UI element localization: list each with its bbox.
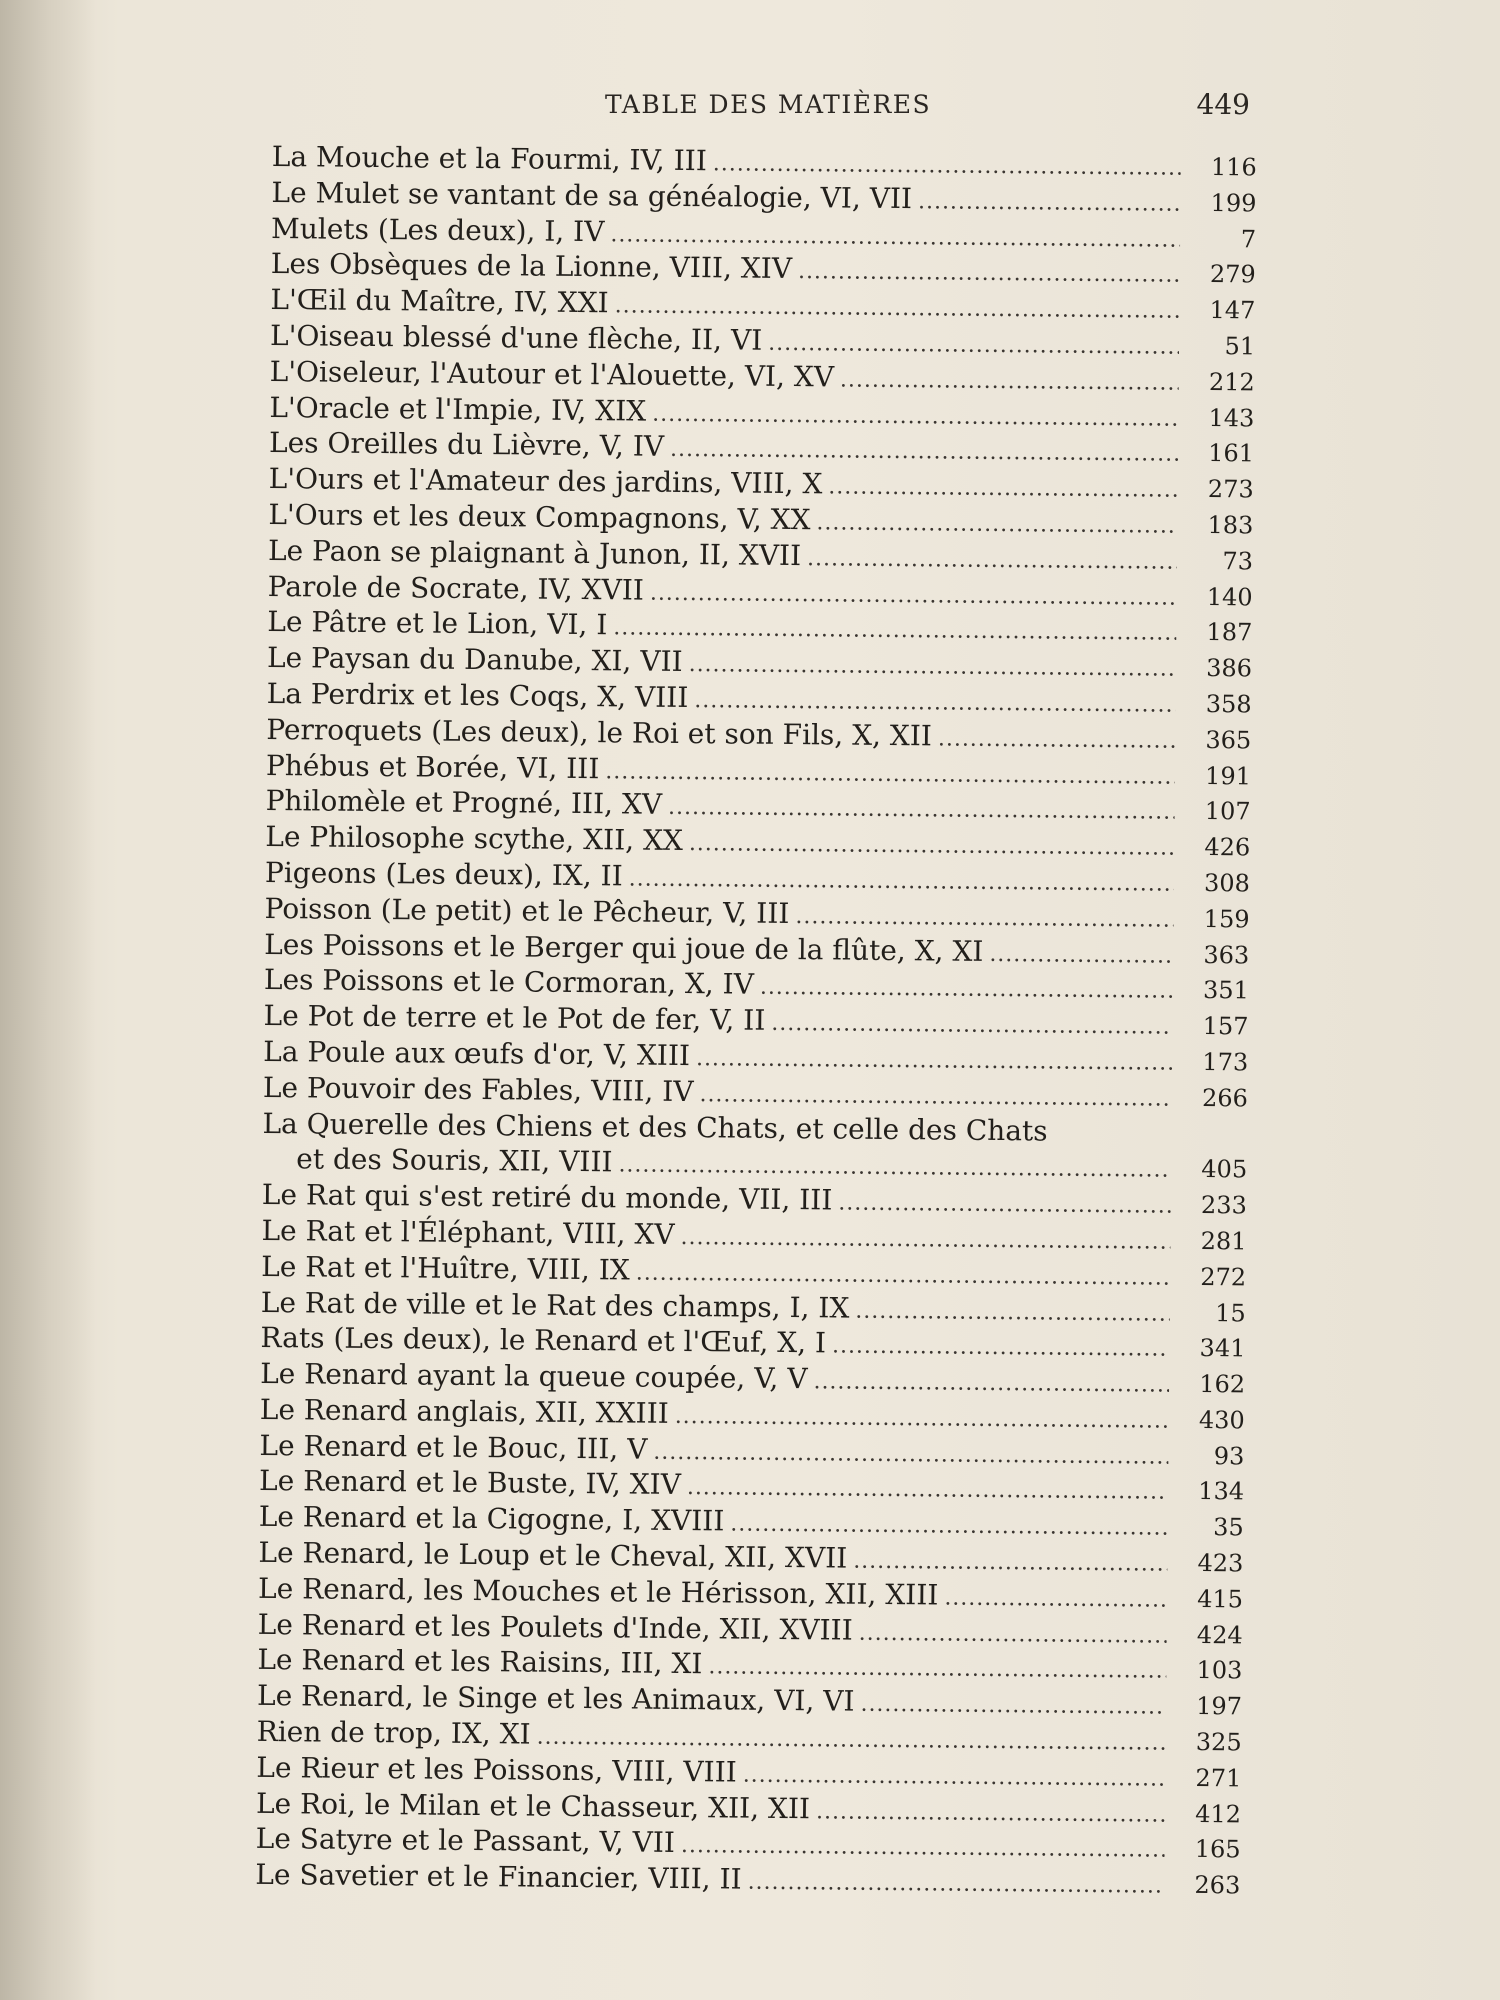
page-gutter-shadow [0,0,95,2000]
toc-entry-page: 162 [1199,1370,1246,1399]
toc-entry-title: Phébus et Borée, VI, III [265,748,600,785]
dot-leader [855,1298,1170,1326]
toc-entry-title: Le Rat et l'Éléphant, VIII, XV [261,1213,675,1251]
toc-entry-title: Mulets (Les deux), I, IV [270,211,605,248]
dot-leader [838,1191,1171,1219]
toc-entry-title: Le Rieur et les Poissons, VIII, VIII [256,1750,737,1789]
toc-entry-page: 161 [1208,439,1255,468]
toc-entry-title: Les Obsèques de la Lionne, VIII, XIV [270,247,793,286]
dot-leader [730,1512,1168,1541]
toc-entry-title: Les Oreilles du Lièvre, V, IV [268,426,665,464]
toc-entry-title: La Querelle des Chiens et des Chats, et celle des Chats [262,1106,1048,1148]
dot-leader [859,1620,1167,1648]
toc-entry-title: Le Satyre et le Passant, V, VII [255,1822,676,1860]
toc-entry-page: 157 [1202,1012,1249,1041]
toc-entry-page: 273 [1207,475,1254,504]
toc-entry-title: Le Renard anglais, XII, XXIII [259,1392,669,1430]
toc-entry-title: Pigeons (Les deux), IX, II [264,855,623,893]
toc-entry-page: 159 [1203,904,1250,934]
toc-entry-page: 51 [1224,332,1256,361]
dot-leader [771,1011,1172,1040]
dot-leader [860,1692,1166,1720]
dot-leader [760,975,1173,1004]
toc-entry-page: 412 [1195,1799,1242,1829]
toc-entry-title: Le Renard et le Buste, IV, XIV [258,1464,682,1502]
toc-entry-title: Les Poissons et le Berger qui joue de la flûte, X, XI [264,927,984,968]
toc-entry-page: 426 [1204,833,1251,862]
toc-entry-page: 279 [1209,260,1256,289]
toc-entry-title: Le Renard et la Cigogne, I, XVIII [258,1500,725,1538]
toc-entry-page: 308 [1203,868,1251,898]
dot-leader [653,1439,1168,1469]
toc-entry-page: 147 [1209,296,1256,325]
dot-leader [680,1225,1170,1255]
dot-leader [832,1334,1170,1362]
dot-leader [681,1833,1165,1863]
dot-leader [537,1725,1166,1756]
toc-entry-page: 191 [1204,761,1252,790]
dot-leader [605,759,1175,789]
toc-entry-title: Philomèle et Progné, III, XV [265,784,663,822]
dot-leader [618,1153,1171,1183]
toc-entry-page: 212 [1208,367,1255,397]
toc-entry-title: Le Paysan du Danube, XI, VII [266,641,683,679]
dot-leader [694,688,1175,718]
toc-entry-page: 187 [1206,618,1253,647]
dot-leader [689,831,1175,861]
toc-entry-page: 281 [1200,1226,1247,1256]
dot-leader [636,1260,1171,1290]
toc-entry-title: L'Oiseau blessé d'une flèche, II, VI [269,318,763,357]
dot-leader [816,510,1177,538]
toc-entry-title: Le Roi, le Milan et le Chasseur, XII, XII [255,1786,811,1825]
toc-entry-page: 266 [1201,1083,1248,1113]
dot-leader [652,401,1178,431]
toc-entry-page: 103 [1196,1656,1243,1685]
dot-leader [795,904,1173,933]
dot-leader [748,1870,1165,1899]
toc-entry-page: 197 [1196,1692,1243,1721]
toc-entry-title: Le Rat et l'Huître, VIII, IX [261,1249,630,1287]
toc-entry-title: Rats (Les deux), le Renard et l'Œuf, X, I [260,1321,827,1360]
page-number: 449 [1196,88,1250,121]
toc-entry-title: Le Renard ayant la queue coupée, V, V [260,1357,808,1396]
toc-entry-title: et des Souris, XII, VIII [296,1142,613,1179]
toc-entry-page: 35 [1213,1513,1244,1542]
toc-entry-title: L'Oiseleur, l'Autour et l'Alouette, VI, XV [269,354,835,394]
toc-entry-title: Le Paon se plaignant à Junon, II, XVII [267,533,802,572]
toc-entry-page: 351 [1202,976,1250,1005]
dot-leader [807,546,1177,575]
dot-leader [675,1404,1169,1434]
toc-entry-page: 143 [1208,403,1255,433]
toc-entry-page: 173 [1202,1047,1249,1077]
toc-entry-title: L'Œil du Maître, IV, XXI [270,283,609,320]
toc-entry-title: Poisson (Le petit) et le Pêcheur, V, III [264,891,790,930]
toc-entry-title: Le Pâtre et le Lion, VI, I [267,605,608,642]
toc-entry-title: Parole de Socrate, IV, XVII [267,569,645,607]
dot-leader [708,1655,1166,1684]
toc-entry-title: Le Savetier et le Financier, VIII, II [255,1858,742,1896]
dot-leader [1054,1140,1172,1141]
dot-leader [696,1046,1172,1076]
dot-leader [629,866,1174,896]
toc-entry-page: 405 [1201,1155,1248,1184]
toc-entry-page: 134 [1198,1477,1245,1506]
toc-entry-page: 73 [1222,546,1254,576]
toc-entry-page: 116 [1210,153,1257,182]
dot-leader [840,367,1179,395]
toc-entry-page: 7 [1240,224,1257,254]
dot-leader [610,222,1180,252]
toc-entry-title: La Mouche et la Fourmi, IV, III [271,140,708,178]
dot-leader [668,795,1175,825]
toc-entry-page: 341 [1199,1334,1246,1363]
dot-leader [687,1476,1168,1506]
toc-entry-title: L'Oracle et l'Impie, IV, XIX [269,390,647,428]
toc-entry-page: 272 [1200,1262,1247,1292]
toc-entry-title: Le Mulet se vantant de sa généalogie, VI, VII [271,175,913,215]
dot-leader [816,1799,1165,1827]
dot-leader [689,652,1177,682]
toc-entry-page: 271 [1195,1763,1242,1793]
toc-entry-page: 423 [1197,1549,1244,1578]
toc-entry-page: 140 [1206,582,1253,611]
dot-leader [798,259,1180,288]
dot-leader [615,293,1180,323]
toc-entry-title: L'Ours et l'Amateur des jardins, VIII, X [268,462,823,501]
dot-leader [938,726,1176,753]
dot-leader [650,580,1177,610]
toc-entry-title: Le Renard, le Singe et les Animaux, VI, VI [256,1679,855,1718]
toc-entry-page: 424 [1196,1620,1243,1650]
dot-leader [944,1585,1167,1612]
toc-entry-page: 263 [1194,1871,1241,1900]
toc-entry-title: Le Renard, le Loup et le Cheval, XII, XVII [258,1536,848,1575]
toc-entry-page: 107 [1204,797,1251,826]
dot-leader [813,1369,1169,1397]
toc-entry-page: 15 [1215,1298,1246,1327]
toc-entry-page: 325 [1195,1728,1242,1757]
dot-leader [828,475,1178,503]
toc-entry-page: 365 [1205,725,1252,755]
toc-entry-title: Le Renard et le Bouc, III, V [259,1428,648,1466]
dot-leader [613,616,1176,646]
toc-entry-title: Le Rat de ville et le Rat des champs, I, IX [260,1285,850,1325]
dot-leader [713,151,1181,180]
toc-entry-page: 183 [1207,510,1254,540]
dot-leader [699,1082,1172,1112]
toc-entry-page: 363 [1203,940,1250,969]
toc-entry-title: La Perdrix et les Coqs, X, VIII [266,676,689,714]
toc-entry-page: 233 [1200,1191,1247,1220]
toc-entry-title: Le Renard et les Raisins, III, XI [257,1643,703,1681]
toc-entry-title: Le Philosophe scythe, XII, XX [265,820,684,858]
dot-leader [989,941,1173,968]
toc-entry-page: 165 [1194,1835,1241,1864]
toc-entry-title: Les Poissons et le Cormoran, X, IV [263,963,755,1001]
toc-entry-page: 430 [1198,1405,1245,1435]
toc-entry-page: 199 [1210,188,1257,218]
dot-leader [768,331,1179,360]
running-title: TABLE DES MATIÈRES [605,90,932,119]
toc-entry-title: L'Ours et les deux Compagnons, V, XX [268,497,811,537]
toc-entry-title: Le Renard, les Mouches et le Hérisson, XII, XIII [257,1571,939,1612]
toc-entry-title: Rien de trop, IX, XI [256,1714,531,1751]
table-of-contents [255,140,1257,1903]
page-header [270,90,1250,130]
toc-entry-page: 358 [1205,689,1252,719]
toc-entry-page: 93 [1213,1441,1245,1471]
toc-entry-title: Le Renard et les Poulets d'Inde, XII, XVIII [257,1607,853,1647]
toc-entry-title: Le Pouvoir des Fables, VIII, IV [262,1070,694,1108]
dot-leader [918,189,1181,217]
toc-entry-title: Le Rat qui s'est retiré du monde, VII, III [261,1178,833,1217]
toc-entry-page [1177,1141,1247,1142]
toc-entry-page: 386 [1206,654,1253,683]
dot-leader [853,1549,1167,1577]
toc-entry-page: 415 [1197,1584,1244,1614]
dot-leader [670,437,1178,467]
toc-entry-title: Perroquets (Les deux), le Roi et son Fils, X, XII [266,712,933,753]
toc-entry-title: La Poule aux œufs d'or, V, XIII [263,1034,691,1072]
dot-leader [743,1762,1166,1791]
toc-entry-title: Le Pot de terre et le Pot de fer, V, II [263,999,766,1037]
